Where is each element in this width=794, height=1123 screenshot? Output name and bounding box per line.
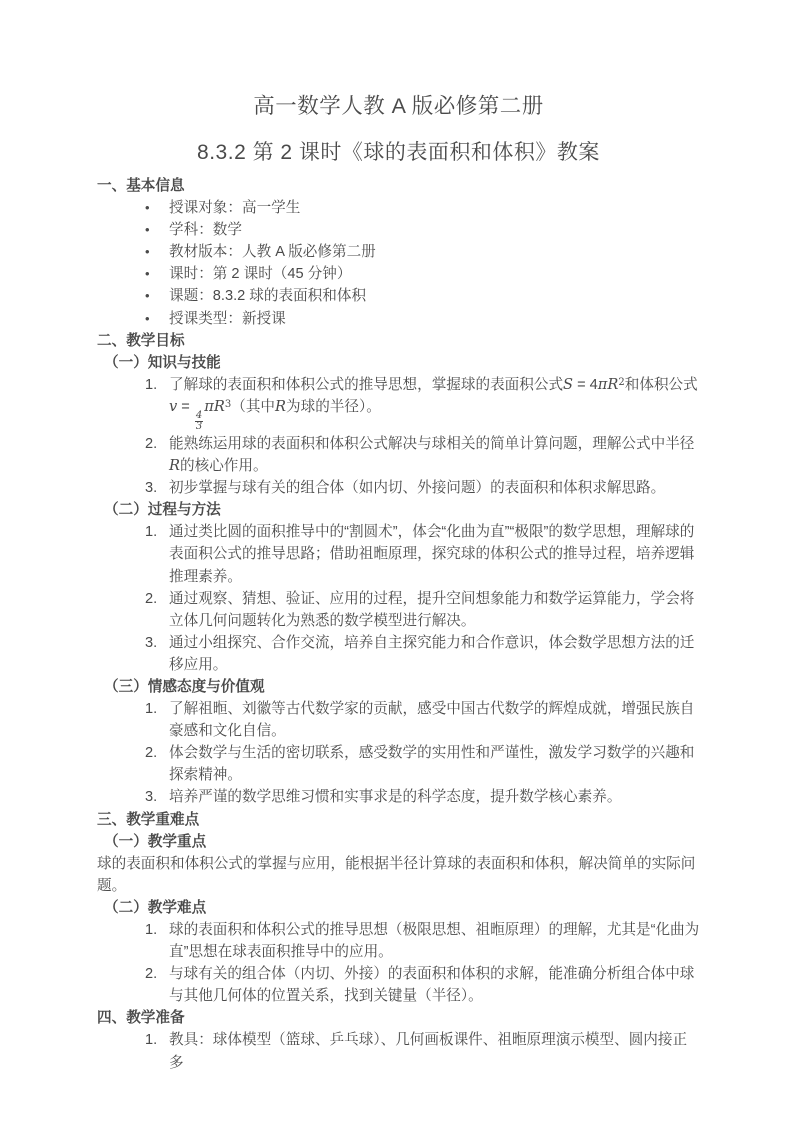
list-item-text: [169, 477, 700, 499]
list-item-text: [169, 433, 700, 477]
numbered-list-item: [97, 786, 700, 808]
document-title: 高一数学人教 A 版必修第二册: [253, 94, 544, 118]
numbered-list-item: [97, 919, 700, 963]
list-number: 3.: [145, 789, 158, 806]
numbered-list-item: [97, 632, 700, 676]
text-run: 为球的半径）。: [286, 398, 381, 415]
list-item-text: [169, 742, 700, 786]
list-item-text: [169, 1029, 700, 1073]
list-number: 1.: [145, 376, 158, 393]
bullet-icon: •: [145, 244, 150, 260]
document-body: [97, 175, 700, 1074]
numbered-list-item: [97, 698, 700, 742]
text-run: 能熟练运用球的表面积和体积公式解决与球相关的简单计算问题，理解公式中半径: [169, 435, 695, 452]
bullet-list-item: [97, 263, 700, 285]
text-run: = 4: [573, 376, 598, 393]
list-item-text: [169, 521, 700, 587]
list-number: 1.: [145, 922, 158, 938]
bullet-item-text: 课时：第 2 课时（45 分钟）: [169, 266, 352, 283]
text-run: （其中: [231, 398, 276, 415]
bullet-list-item: [97, 241, 700, 263]
text-run: 体会数学与生活的密切联系，感受数学的实用性和严谨性，激发学习数学的兴趣和探索精神。: [169, 745, 695, 784]
numbered-list-item: [97, 588, 700, 632]
math-fraction: $\frac{4}{3}$: [195, 409, 203, 433]
numbered-list-item: [97, 477, 700, 499]
subsection-heading: （二）教学难点: [104, 899, 207, 916]
numbered-list-item: [97, 963, 700, 1007]
math-variable: v: [169, 397, 178, 415]
math-superscript: 2: [618, 376, 625, 388]
bullet-icon: •: [145, 266, 150, 282]
bullet-item-text: 授课对象：高一学生: [169, 200, 301, 217]
section-heading: 三、教学重难点: [97, 811, 200, 828]
math-variable: πR: [204, 397, 225, 415]
section-heading: 四、教学准备: [97, 1010, 185, 1027]
numbered-list-item: [97, 433, 700, 477]
bullet-list-item: [97, 197, 700, 219]
bullet-icon: •: [145, 310, 150, 326]
text-run: 的核心作用。: [180, 458, 268, 475]
text-run: 通过观察、猜想、验证、应用的过程，提升空间想象能力和数学运算能力，学会将立体几何问题转化为熟悉的数学模型进行解决。: [169, 590, 695, 629]
bullet-icon: •: [145, 222, 150, 238]
paragraph-text: 球的表面积和体积公式的掌握与应用，能根据半径计算球的表面积和体积，解决简单的实际问题。: [97, 855, 696, 894]
bullet-item-text: 授课类型：新授课: [169, 310, 286, 327]
text-run: 了解祖暅、刘徽等古代数学家的贡献，感受中国古代数学的辉煌成就，增强民族自豪感和文化自信。: [169, 701, 695, 740]
bullet-item-text: 教材版本：人教 A 版必修第二册: [169, 244, 376, 261]
subsection-heading: （一）知识与技能: [104, 354, 221, 371]
numbered-list-item: [97, 1029, 700, 1073]
text-run: =: [177, 398, 194, 415]
list-number: 1.: [145, 524, 158, 541]
math-variable: R: [169, 457, 180, 475]
text-run: 球的表面积和体积公式的推导思想（极限思想、祖暅原理）的理解，尤其是“化曲为直”思想在球表面积推导中的应用。: [169, 922, 700, 961]
math-variable: S: [563, 375, 574, 393]
section-heading: 二、教学目标: [97, 332, 185, 349]
subsection-heading: （一）教学重点: [104, 833, 207, 850]
bullet-item-text: 学科：数学: [169, 222, 242, 239]
subsection-heading: （二）过程与方法: [104, 502, 221, 519]
text-run: 与球有关的组合体（内切、外接）的表面积和体积的求解，能准确分析组合体中球与其他几何体的位置关系，找到关键量（半径）。: [169, 966, 695, 1005]
list-item-text: [169, 963, 700, 1007]
list-item-text: [169, 374, 700, 433]
numbered-list-item: [97, 374, 700, 433]
bullet-icon: •: [145, 288, 150, 304]
math-variable: R: [275, 397, 287, 415]
list-number: 3.: [145, 634, 158, 651]
list-number: 2.: [145, 435, 158, 452]
list-item-text: [169, 632, 700, 676]
subsection-heading: （三）情感态度与价值观: [104, 678, 265, 695]
numbered-list-item: [97, 742, 700, 786]
list-item-text: [169, 786, 700, 808]
list-number: 2.: [145, 590, 158, 607]
list-number: 2.: [145, 966, 158, 983]
text-run: 教具：球体模型（篮球、乒乓球）、几何画板课件、祖暅原理演示模型、圆内接正多: [169, 1032, 688, 1071]
document-subtitle: 8.3.2 第 2 课时《球的表面积和体积》教案: [197, 141, 600, 164]
section-heading: 一、基本信息: [97, 178, 185, 194]
list-number: 1.: [145, 1032, 158, 1049]
text-run: 初步掌握与球有关的组合体（如内切、外接问题）的表面积和体积求解思路。: [169, 480, 666, 497]
list-number: 3.: [145, 480, 158, 497]
list-item-text: [169, 698, 700, 742]
bullet-list-item: [97, 285, 700, 307]
bullet-list-item: [97, 308, 700, 330]
text-run: 通过小组探究、合作交流，培养自主探究能力和合作意识，体会数学思想方法的迁移应用。: [169, 634, 695, 673]
text-run: 了解球的表面积和体积公式的推导思想，掌握球的表面积公式: [169, 376, 564, 393]
bullet-list-item: [97, 219, 700, 241]
bullet-icon: •: [145, 200, 150, 216]
list-item-text: [169, 919, 700, 963]
list-number: 1.: [145, 701, 158, 718]
math-superscript: 3: [224, 398, 232, 410]
bullet-item-text: 课题：8.3.2 球的表面积和体积: [169, 288, 367, 305]
text-run: 培养严谨的数学思维习惯和实事求是的科学态度，提升数学核心素养。: [169, 789, 622, 806]
math-variable: πR: [597, 375, 619, 393]
text-run: 通过类比圆的面积推导中的“割圆术”，体会“化曲为直”“极限”的数学思想，理解球的表面积公式的推导思路；借助祖暅原理，探究球的体积公式的推导过程，培养逻辑推理素养。: [169, 524, 695, 585]
text-run: 和体积公式: [624, 376, 698, 393]
numbered-list-item: [97, 521, 700, 587]
list-number: 2.: [145, 745, 158, 762]
list-item-text: [169, 588, 700, 632]
